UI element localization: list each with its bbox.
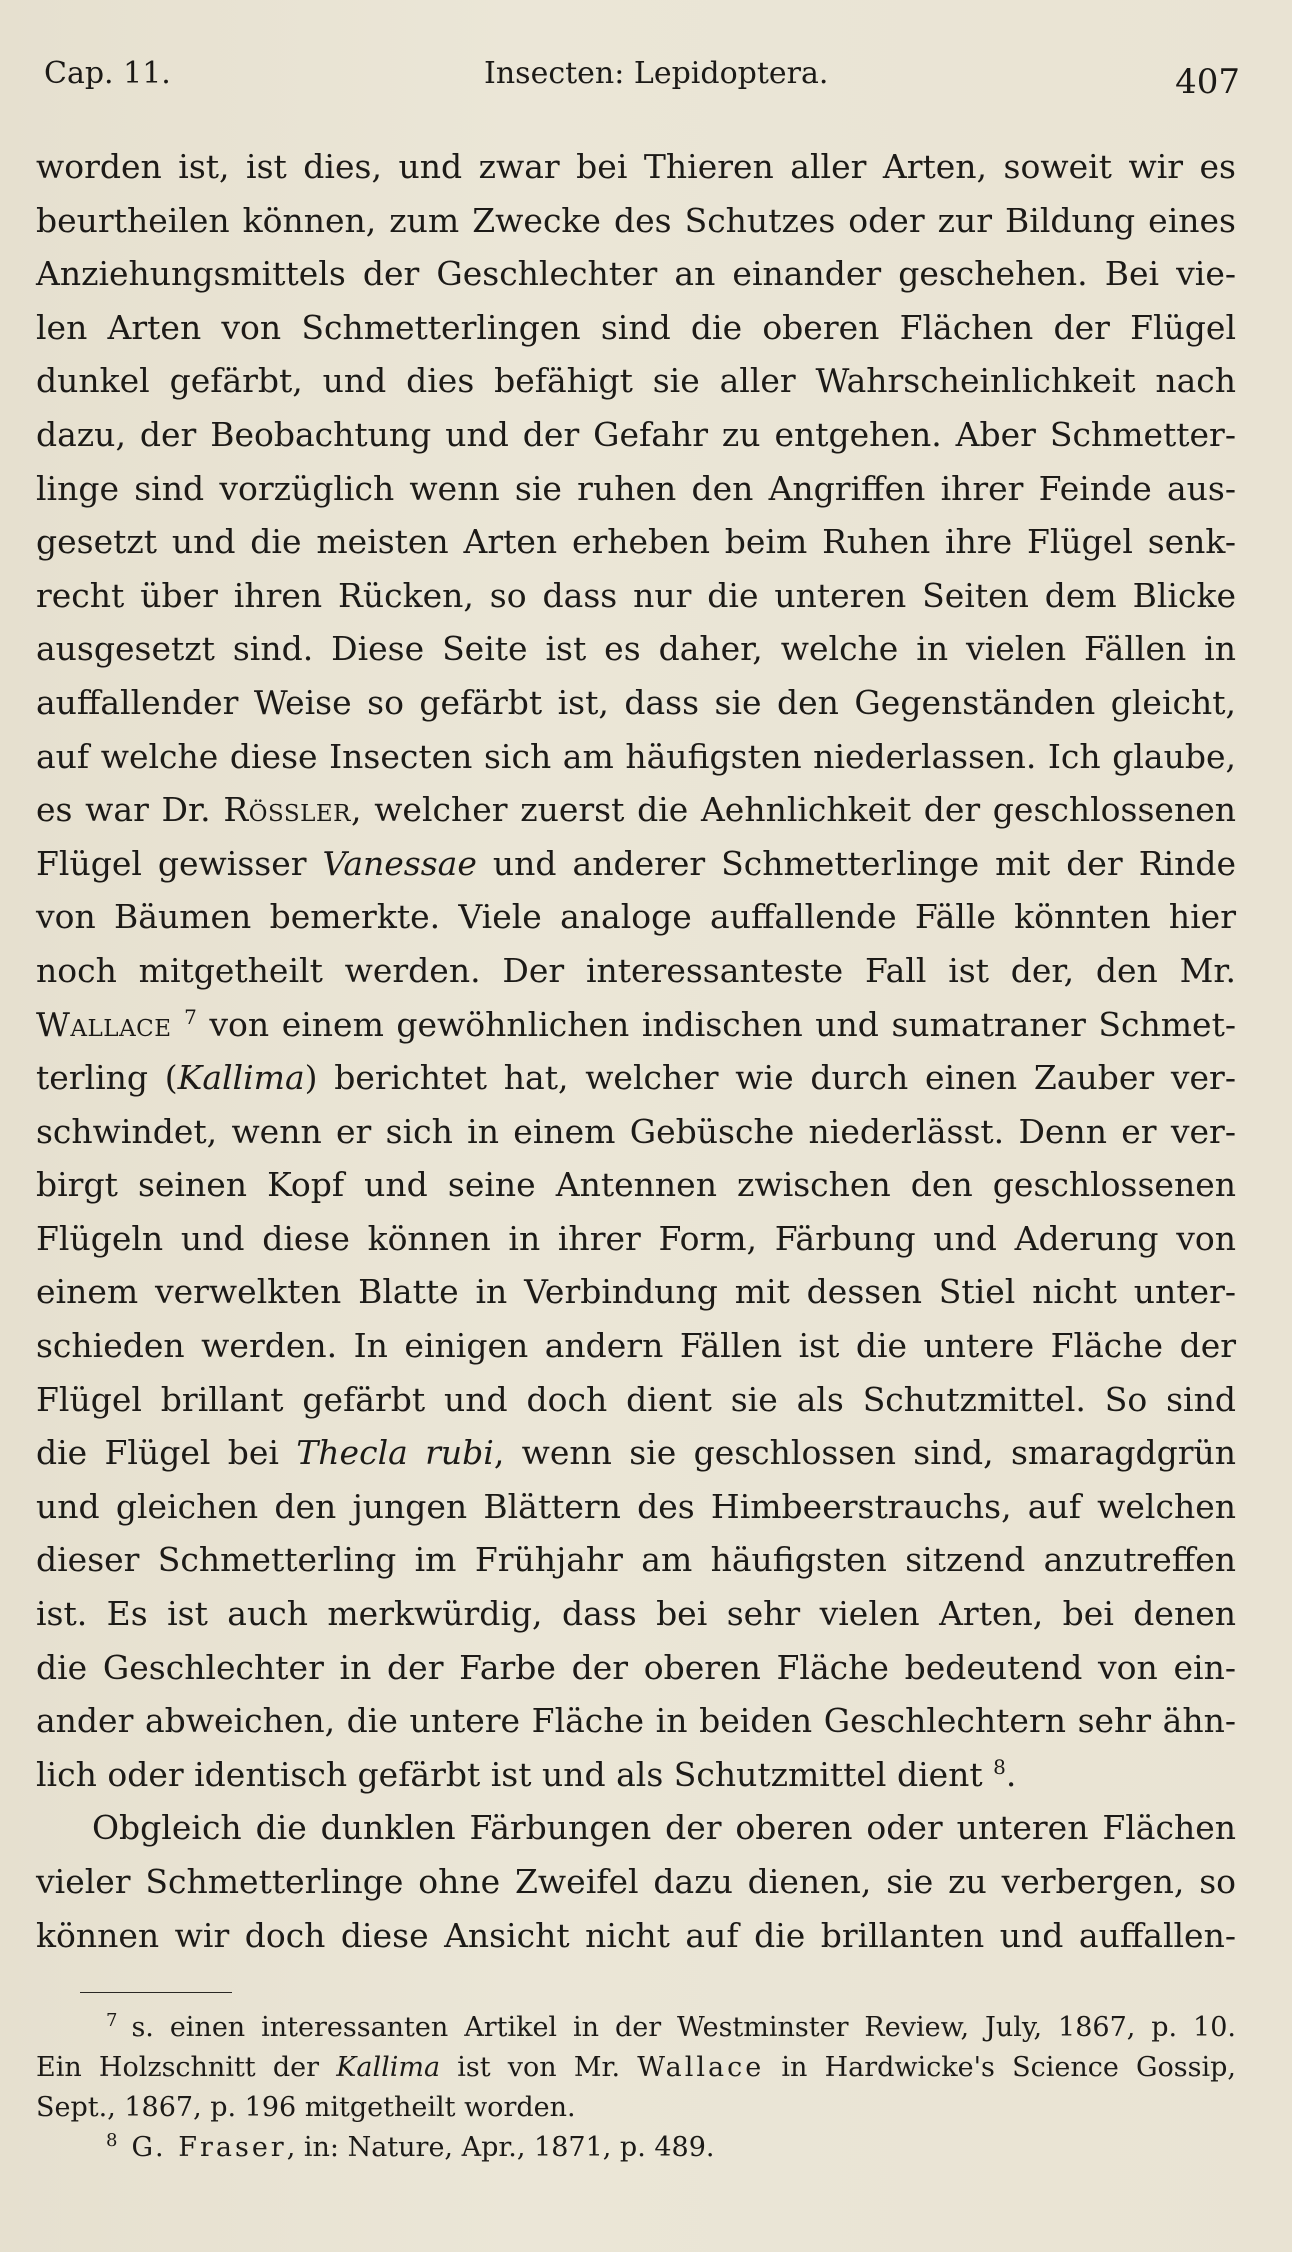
chapter-label: Cap. 11. [44, 56, 171, 91]
page-number: 407 [1175, 62, 1240, 102]
text-line: linge sind vorzüglich wenn sie ruhen den Angriffen ihrer Feinde aus- [36, 468, 1236, 508]
text-line: die Geschlechter in der Farbe der oberen Fläche bedeutend von ein- [36, 1647, 1236, 1687]
person-name-fraser: G. Fraser [131, 2132, 287, 2163]
text-line [36, 1748, 1236, 1802]
text-line: einem verwelkten Blatte in Verbindung mit dessen Stiel nicht unter- [36, 1272, 1236, 1312]
footnote-divider [80, 1992, 232, 1993]
text-line: birgt seinen Kopf und seine Antennen zwischen den geschlossenen [36, 1165, 1236, 1205]
taxon-vanessae: Vanessae [322, 843, 477, 883]
running-head [44, 56, 1240, 102]
text-line [36, 783, 1236, 837]
text-line: ausgesetzt sind. Diese Seite ist es daher, welche in vielen Fällen in [36, 629, 1236, 669]
footnote-7-line [36, 2008, 1236, 2048]
footnote-mark-8: 8 [106, 2130, 118, 2151]
text-line: Flügeln und diese können in ihrer Form, Färbung und Aderung von [36, 1218, 1236, 1258]
text-line: auffallender Weise so gefärbt ist, dass sie den Gegenständen gleicht, [36, 682, 1236, 722]
footnotes [36, 2008, 1236, 2168]
text-line [36, 1426, 1236, 1480]
text-line: worden ist, ist dies, und zwar bei Thieren aller Arten, soweit wir es [36, 147, 1236, 186]
text-line: schieden werden. In einigen andern Fällen ist die untere Fläche der [36, 1326, 1236, 1366]
text-line: Anziehungsmittels der Geschlechter an einander geschehen. Bei vie- [36, 254, 1236, 294]
footnote-8-line [36, 2128, 1236, 2168]
footnote-mark-7: 7 [106, 2010, 118, 2031]
text-line [36, 998, 1236, 1052]
footnote-text: Ein Holzschnitt der [36, 2052, 320, 2083]
line-text: die Flügel bei [36, 1433, 279, 1473]
line-text: , wenn sie geschlossen sind, smaragdgrün [493, 1433, 1236, 1473]
text-line: gesetzt und die meisten Arten erheben beim Ruhen ihre Flügel senk- [36, 522, 1236, 562]
line-text: terling ( [36, 1058, 178, 1098]
footnote-ref-7: 7 [184, 1004, 197, 1029]
footnote-7-line [36, 2048, 1236, 2088]
line-text: , welcher zuerst die Aehnlichkeit der geschlossenen [351, 790, 1236, 830]
text-line: ist. Es ist auch merkwürdig, dass bei sehr vielen Arten, bei denen [36, 1594, 1236, 1634]
text-line: können wir doch diese Ansicht nicht auf die brillanten und auffallen- [36, 1915, 1236, 1955]
text-line: noch mitgetheilt werden. Der interessanteste Fall ist der, den Mr. [36, 950, 1236, 990]
footnote-text: ist von Mr. [457, 2052, 621, 2083]
taxon-kallima: Kallima [336, 2052, 441, 2083]
line-text: lich oder identisch gefärbt ist und als Schutzmittel dient [36, 1754, 983, 1794]
person-name-wallace: Wallace [36, 1004, 172, 1044]
text-line: beurtheilen können, zum Zwecke des Schutzes oder zur Bildung eines [36, 200, 1236, 240]
text-line: len Arten von Schmetterlingen sind die oberen Flächen der Flügel [36, 307, 1236, 347]
line-text: von einem gewöhnlichen indischen und sumatraner Schmet- [209, 1004, 1236, 1044]
line-text: Flügel gewisser [36, 843, 307, 883]
footnote-text: s. einen interessanten Artikel in der Westminster Review, July, 1867, p. 10. [131, 2012, 1236, 2043]
text-line: recht über ihren Rücken, so dass nur die unteren Seiten dem Blicke [36, 575, 1236, 615]
footnote-ref-8: 8 [993, 1754, 1006, 1779]
text-line [36, 837, 1236, 891]
line-text: . [1005, 1754, 1017, 1794]
text-line: von Bäumen bemerkte. Viele analoge auffallende Fälle könnten hier [36, 897, 1236, 937]
section-title: Insecten: Lepidoptera. [484, 56, 829, 91]
text-line: schwindet, wenn er sich in einem Gebüsche niederlässt. Denn er ver- [36, 1111, 1236, 1151]
text-line: dunkel gefärbt, und dies befähigt sie aller Wahrscheinlichkeit nach [36, 361, 1236, 401]
text-line: Flügel brillant gefärbt und doch dient sie als Schutzmittel. So sind [36, 1379, 1236, 1419]
text-line: und gleichen den jungen Blättern des Himbeerstrauchs, auf welchen [36, 1486, 1236, 1526]
taxon-kallima: Kallima [177, 1058, 305, 1098]
text-line: Obgleich die dunklen Färbungen der oberen oder unteren Flächen [92, 1808, 1236, 1848]
text-line: dieser Schmetterling im Frühjahr am häufigsten sitzend anzutreffen [36, 1540, 1236, 1580]
line-text: und anderer Schmetterlinge mit der Rinde [492, 843, 1237, 883]
text-line [36, 1051, 1236, 1105]
taxon-thecla-rubi: Thecla rubi [296, 1433, 494, 1473]
footnote-7-line: Sept., 1867, p. 196 mitgetheilt worden. [36, 2092, 576, 2123]
person-name-wallace: Wallace [637, 2052, 765, 2083]
text-line: auf welche diese Insecten sich am häufigsten niederlassen. Ich glaube, [36, 736, 1236, 776]
text-line: vieler Schmetterlinge ohne Zweifel dazu dienen, sie zu verbergen, so [36, 1862, 1236, 1901]
line-text: es war Dr. [36, 790, 211, 830]
body-text [36, 140, 1236, 1962]
text-line: dazu, der Beobachtung und der Gefahr zu entgehen. Aber Schmetter- [36, 414, 1236, 454]
footnote-text: in Hardwicke's Science Gossip, [781, 2052, 1237, 2083]
line-text: ) berichtet hat, welcher wie durch einen Zauber ver- [304, 1058, 1236, 1098]
footnote-text: , in: Nature, Apr., 1871, p. 489. [286, 2132, 715, 2163]
person-name-roessler: Rössler [223, 790, 352, 830]
text-line: ander abweichen, die untere Fläche in beiden Geschlechtern sehr ähn- [36, 1701, 1236, 1741]
